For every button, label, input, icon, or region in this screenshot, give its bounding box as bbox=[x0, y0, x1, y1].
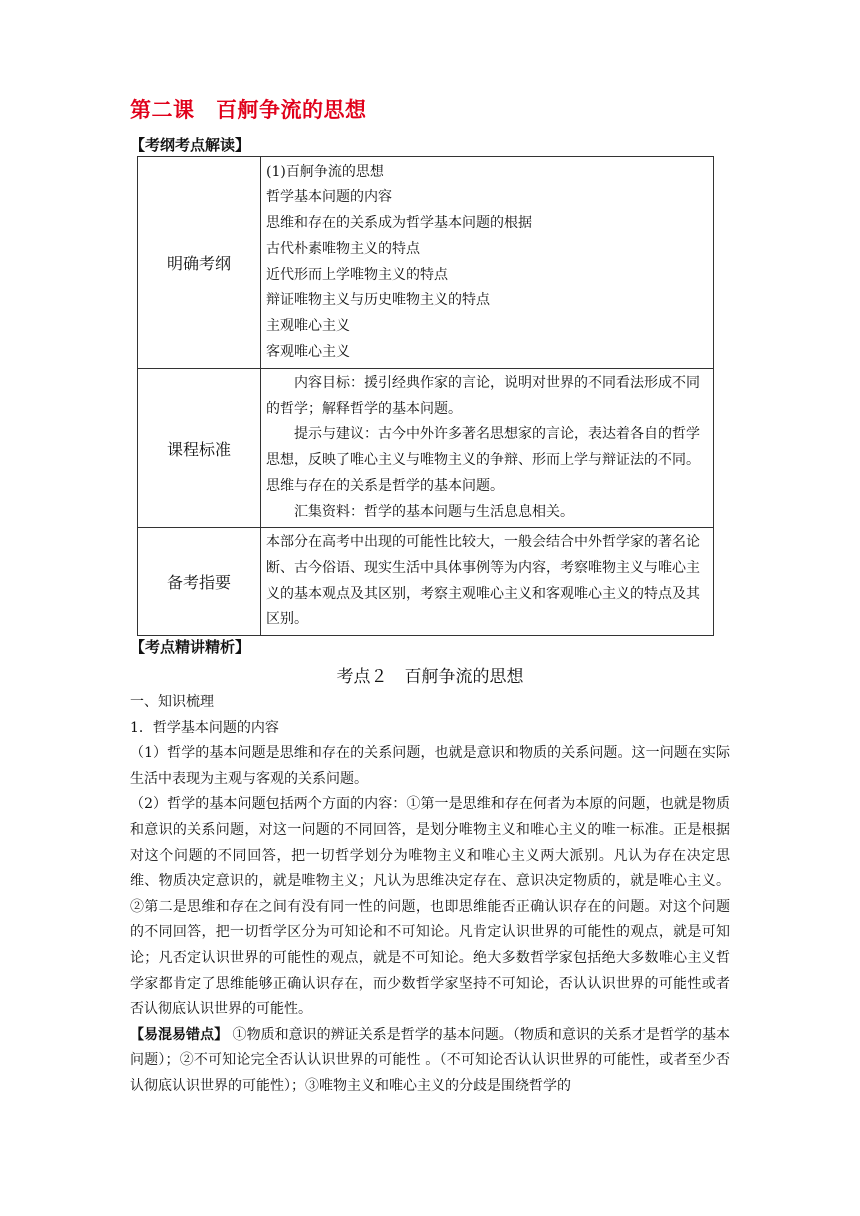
table-row bbox=[138, 369, 714, 528]
list-item: 主观唯心主义 bbox=[266, 317, 350, 334]
table-row bbox=[138, 528, 714, 636]
syllabus-table bbox=[137, 156, 714, 636]
list-item: 古代朴素唯物主义的特点 bbox=[266, 240, 420, 257]
list-item: 客观唯心主义 bbox=[266, 343, 350, 360]
list-item: 辩证唯物主义与历史唯物主义的特点 bbox=[266, 292, 490, 309]
table-row bbox=[138, 157, 714, 369]
list-item: (1)百舸争流的思想 bbox=[266, 163, 384, 180]
body-text bbox=[130, 690, 730, 1100]
list-item: 思维和存在的关系成为哲学基本问题的根据 bbox=[266, 215, 532, 232]
paragraph: 内容目标：援引经典作家的言论，说明对世界的不同看法形成不同的哲学；解释哲学的基本问题。 bbox=[266, 375, 700, 417]
section-title: 考点２ 百舸争流的思想 bbox=[336, 667, 524, 687]
row-content: 本部分在高考中出现的可能性比较大，一般会结合中外哲学家的著名论断、古今俗语、现实生活中具体事例等为内容，考察唯物主义与唯心主义的基本观点及其区别，考察主观唯心主义和客观唯心主义的特点及其区别。 bbox=[261, 528, 714, 636]
paragraph: 提示与建议：古今中外许多著名思想家的言论，表达着各自的哲学思想，反映了唯心主义与唯物主义的争辩、形而上学与辩证法的不同。思维与存在的关系是哲学的基本问题。 bbox=[266, 426, 700, 494]
note-text: ①物质和意识的辨证关系是哲学的基本问题。（物质和意识的关系才是哲学的基本问题）；②不可知论完全否认认识世界的可能性 。（不可知论否认认识世界的可能性，或者至少否认彻底认识世界的可能性）；③唯物主义和唯心主义的分歧是围绕哲学的 bbox=[130, 1026, 730, 1094]
paragraph: （2）哲学的基本问题包括两个方面的内容：①第一是思维和存在何者为本原的问题，也就是物质和意识的关系问题，对这一问题的不同回答，是划分唯物主义和唯心主义的唯一标准。正是根据对这个问题的不同回答，把一切哲学划分为唯物主义和唯心主义两大派别。凡认为存在决定思维、物质决定意识的，就是唯物主义；凡认为思维决定存在、意识决定物质的，就是唯心主义。②第二是思维和存在之间有没有同一性的问题，也即思维能否正确认识存在的问题。对这个问题的不同回答，把一切哲学区分为可知论和不可知论。凡肯定认识世界的可能性的观点，就是可知论；凡否定认识世界的可能性的观点，就是不可知论。绝大多数哲学家包括绝大多数唯心主义哲学家都肯定了思维能够正确认识存在，而少数哲学家坚持不可知论，否认认识世界的可能性或者否认彻底认识世界的可能性。 bbox=[130, 796, 730, 1018]
paragraph: 汇集资料：哲学的基本问题与生活息息相关。 bbox=[294, 503, 574, 520]
row-label: 备考指要 bbox=[138, 528, 261, 636]
paragraph bbox=[130, 1023, 730, 1100]
paragraph: 一、知识梳理 bbox=[130, 694, 214, 710]
lesson-title: 第二课 百舸争流的思想 bbox=[130, 98, 367, 122]
row-label: 课程标准 bbox=[138, 369, 261, 528]
list-item: 哲学基本问题的内容 bbox=[266, 189, 392, 206]
row-label: 明确考纲 bbox=[138, 157, 261, 369]
list-item: 近代形而上学唯物主义的特点 bbox=[266, 266, 448, 283]
row-content bbox=[261, 157, 714, 369]
analysis-heading: 【考点精讲精析】 bbox=[130, 638, 251, 656]
paragraph: 1．哲学基本问题的内容 bbox=[130, 719, 279, 736]
row-content bbox=[261, 369, 714, 528]
note-label: 【易混易错点】 bbox=[130, 1026, 229, 1043]
syllabus-heading: 【考纲考点解读】 bbox=[130, 136, 251, 154]
paragraph: （1）哲学的基本问题是思维和存在的关系问题，也就是意识和物质的关系问题。这一问题在实际生活中表现为主观与客观的关系问题。 bbox=[130, 745, 730, 787]
